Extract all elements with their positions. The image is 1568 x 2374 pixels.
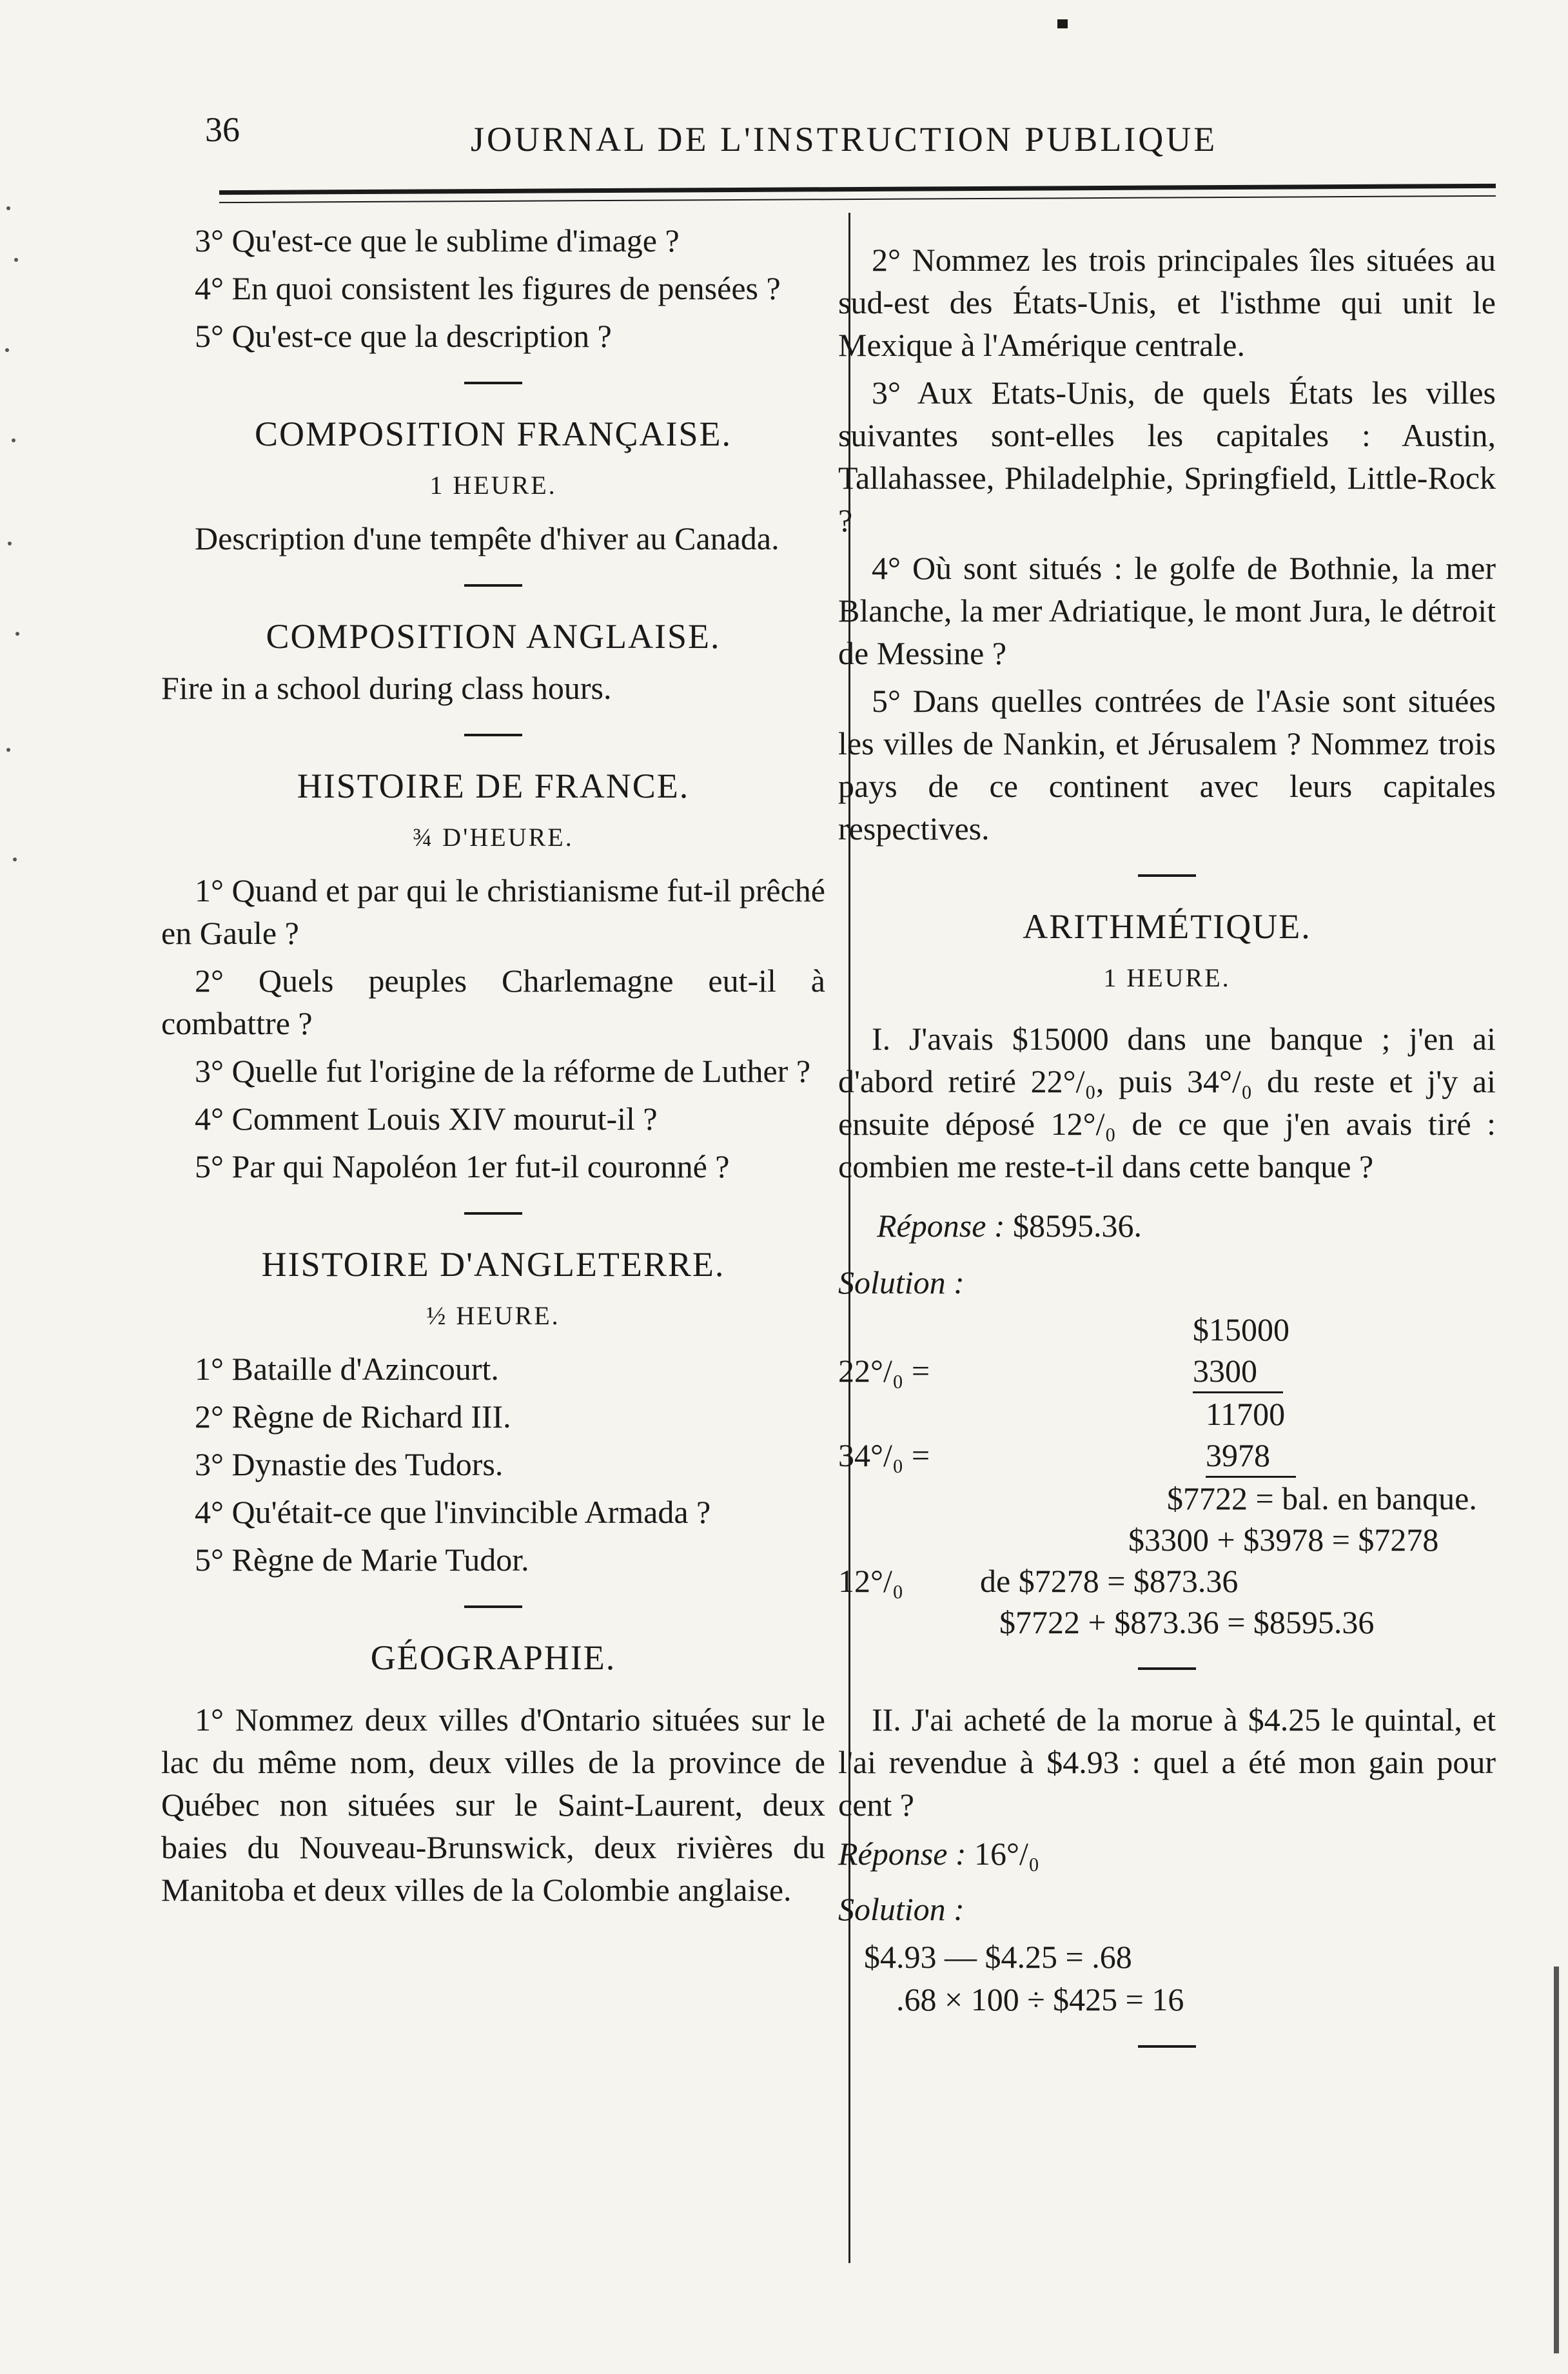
duration-histoire-france: ¾ D'HEURE. [413,823,574,852]
solution-balance: $7722 = bal. en banque. [1167,1480,1477,1516]
question-item: 4° Comment Louis XIV mourut-il ? [195,1101,658,1137]
section-separator [464,1605,522,1608]
solution-pct3-text: de $7278 = $873.36 [980,1563,1239,1599]
solution-2-line-2: .68 × 100 ÷ $425 = 16 [896,1981,1184,2017]
heading-geographie: GÉOGRAPHIE. [370,1638,616,1677]
text-composition-anglaise: Fire in a school during class hours. [161,670,612,706]
question-item: 3° Quelle fut l'origine de la réforme de Luther ? [195,1053,811,1089]
header-rule-thick [219,184,1496,195]
solution-1-block [838,1309,1496,1643]
question-item: 3° Aux Etats-Unis, de quels États les villes suivantes sont-elles les capitales : Austin, Tallahassee, Philadelphie, Springfield, Little-Rock ? [838,375,1496,538]
question-item: 2° Nommez les trois principales îles situées au sud-est des États-Unis, et l'isthme qui unit le Mexique à l'Amérique centrale. [838,242,1496,363]
answer-label: Réponse : [838,1836,966,1872]
heading-histoire-france: HISTOIRE DE FRANCE. [297,767,690,805]
solution-sub1: 11700 [1206,1396,1286,1432]
heading-arithmetique: ARITHMÉTIQUE. [1023,907,1311,946]
solution-pct1-label: 22°/₀ = [838,1353,930,1389]
heading-composition-francaise: COMPOSITION FRANÇAISE. [254,415,732,453]
solution-final: $7722 + $873.36 = $8595.36 [999,1604,1375,1640]
answer-value: 16°/₀ [974,1836,1040,1872]
problem-1-answer [877,1204,1496,1247]
heading-composition-anglaise: COMPOSITION ANGLAISE. [266,617,721,656]
question-item: 2° Quels peuples Charlemagne eut-il à combattre ? [161,963,825,1041]
solution-sum: $3300 + $3978 = $7278 [1128,1522,1439,1558]
section-separator [1138,2045,1196,2048]
solution-pct3-label: 12°/₀ [838,1563,904,1599]
section-separator [464,382,522,384]
question-figures: 4° En quoi consistent les figures de pensées ? [195,270,781,306]
question-item: 1° Nommez deux villes d'Ontario situées sur le lac du même nom, deux villes de la province de Québec non situées sur le Saint-Laurent, deux baies du Nouveau-Brunswick, deux rivières du Manitoba et deux villes de la Colombie anglaise. [161,1702,825,1908]
solution-pct1-value: 3300 [1193,1350,1283,1393]
question-item: 1° Bataille d'Azincourt. [195,1351,499,1387]
problem-1-text: I. J'avais $15000 dans une banque ; j'en ai d'abord retiré 22°/₀, puis 34°/₀ du reste et j'y ai ensuite déposé 12°/₀ de ce que j'en avais tiré : combien me reste-t-il dans cette banque ? [838,1021,1496,1184]
section-separator [464,584,522,587]
duration-histoire-angleterre: ½ HEURE. [426,1301,560,1330]
problem-2-text: II. J'ai acheté de la morue à $4.25 le quintal, et l'ai revendue à $4.93 : quel a été mon gain pour cent ? [838,1702,1496,1823]
question-item: 5° Par qui Napoléon 1er fut-il couronné ? [195,1148,730,1184]
question-item: 3° Dynastie des Tudors. [195,1446,504,1482]
running-title: JOURNAL DE L'INSTRUCTION PUBLIQUE [471,120,1218,159]
solution-label: Solution : [838,1264,965,1300]
answer-value: $8595.36. [1013,1208,1142,1244]
section-separator [464,1212,522,1215]
solution-label: Solution : [838,1891,965,1927]
margin-specks [0,181,26,954]
solution-2-line-1: $4.93 — $4.25 = .68 [864,1939,1132,1975]
question-item: 5° Règne de Marie Tudor. [195,1542,529,1578]
solution-pct2-label: 34°/₀ = [838,1437,930,1473]
duration-composition-francaise: 1 HEURE. [429,471,557,500]
question-description: 5° Qu'est-ce que la description ? [195,318,612,354]
page-number: 36 [205,110,240,149]
page-edge [1554,1967,1559,2353]
question-sublime: 3° Qu'est-ce que le sublime d'image ? [195,222,680,259]
section-separator [1138,1667,1196,1670]
answer-label: Réponse : [877,1208,1005,1244]
question-item: 5° Dans quelles contrées de l'Asie sont situées les villes de Nankin, et Jérusalem ? Nommez trois pays de ce continent avec leurs capitales respectives. [838,683,1496,847]
section-separator [464,734,522,736]
solution-start: $15000 [1193,1311,1289,1348]
right-column [838,239,1496,2076]
section-separator [1138,874,1196,877]
text-composition-francaise: Description d'une tempête d'hiver au Canada. [195,520,779,556]
solution-pct2-value: 3978 [1206,1435,1296,1478]
print-mark [1057,19,1068,28]
question-item: 4° Qu'était-ce que l'invincible Armada ? [195,1494,711,1530]
question-item: 1° Quand et par qui le christianisme fut-il prêché en Gaule ? [161,872,826,951]
question-item: 4° Où sont situés : le golfe de Bothnie, la mer Blanche, la mer Adriatique, le mont Jura, le détroit de Messine ? [838,550,1496,671]
duration-arithmetique: 1 HEURE. [1103,963,1231,992]
problem-2-answer [838,1832,1496,1875]
header-rule-thin [219,195,1496,203]
question-item: 2° Règne de Richard III. [195,1398,511,1435]
heading-histoire-angleterre: HISTOIRE D'ANGLETERRE. [261,1245,725,1284]
left-column [161,219,825,1916]
